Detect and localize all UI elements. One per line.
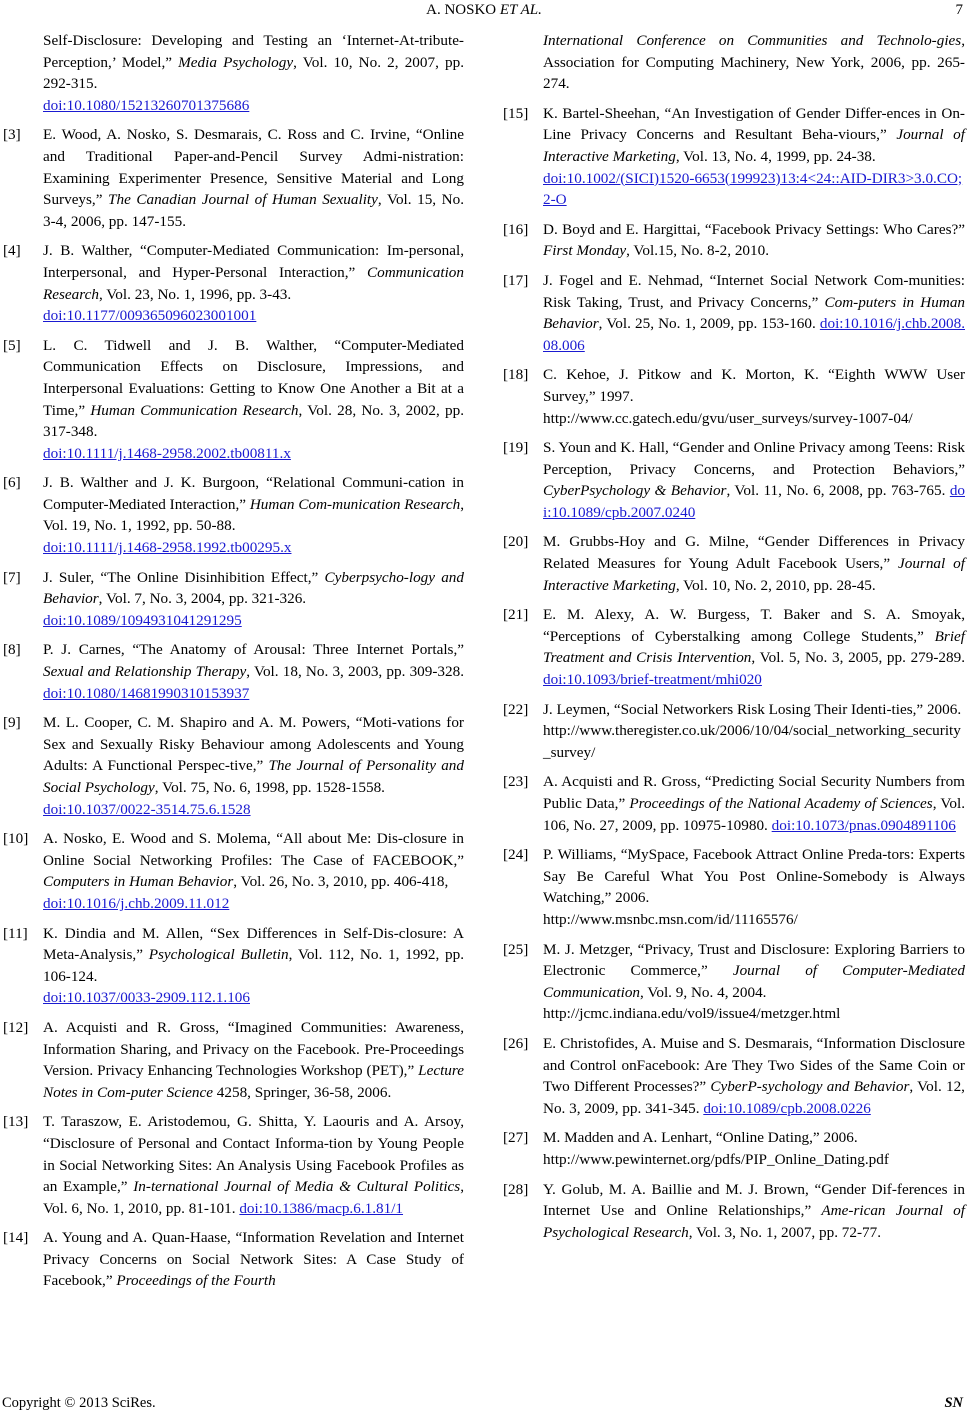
reference-number: [18] [503,366,529,384]
reference-number: [23] [503,773,529,791]
reference-details: , Vol. 10, No. 2, 2007, pp. 292-315. [43,53,464,93]
reference-url: http://www.pewinternet.org/pdfs/PIP_Online_Dating.pdf [543,1150,889,1168]
reference-authors-title: K. Bartel-Sheehan, “An Investigation of Gender Differ-ences in On-Line Privacy Concerns and Resultant Beha-viours,” [543,104,965,144]
reference-item [503,771,965,836]
reference-number: [16] [503,220,529,238]
reference-number: [24] [503,846,529,864]
doi-link[interactable]: doi:10.1093/brief-treatment/mhi020 [543,671,762,689]
page-number: 7 [955,2,963,18]
reference-source: Proceedings of the National Academy of Sciences [629,795,933,812]
reference-source: Journal of Interactive Marketing [543,126,965,165]
reference-authors-title: K. Dindia and M. Allen, “Sex Differences in Self-Dis-closure: A Meta-Analysis,” [43,924,464,964]
doi-link[interactable]: doi:10.1016/j.chb.2009.11.012 [43,894,230,912]
reference-source: Media Psychology [178,53,294,71]
reference-number: [10] [3,830,29,848]
reference-authors-title: P. J. Carnes, “The Anatomy of Arousal: Three Internet Portals,” [43,641,464,659]
reference-item [503,364,965,429]
reference-source: Com-puters in Human Behavior [543,293,966,333]
reference-number: [19] [503,439,529,457]
reference-item [503,1033,965,1119]
reference-item [503,604,965,690]
reference-item [3,639,464,704]
reference-text [43,925,464,985]
reference-text [543,846,965,906]
reference-number: [3] [3,126,21,144]
reference-authors-title: M. Madden and A. Lenhart, “Online Dating,” 2006. [543,1129,858,1147]
reference-number: [22] [503,700,529,718]
reference-source: Communication Research [43,263,464,303]
doi-link[interactable]: doi:10.1089/cpb.2008.0226 [703,1099,871,1117]
reference-text [543,32,965,92]
reference-authors-title: J. B. Walther and J. K. Burgoon, “Relational Communi-cation in Computer-Mediated Interaction,” [43,474,464,513]
reference-source: The Canadian Journal of Human Sexuality [108,191,378,209]
reference-item [3,923,464,1009]
reference-item [3,240,464,326]
reference-details: , Vol. 10, No. 2, 2010, pp. 28-45. [675,576,876,594]
reference-text [43,242,464,302]
reference-source: Ame-rican Journal of Psychological Research [543,1202,965,1241]
reference-authors-title: M. L. Cooper, C. M. Shapiro and A. M. Powers, “Moti-vations for Sex and Sexually Risky Behaviour among Adolescents and Young Adults: A Functional Perspec-tive,” [43,714,464,775]
reference-details: , Vol. 9, No. 4, 2004. [640,983,767,1001]
reference-number: [17] [503,271,529,289]
reference-authors-title: A. Acquisti and R. Gross, “Predicting Social Security Numbers from Public Data,” [543,773,965,812]
reference-text [543,941,965,1001]
reference-details: , Vol. 28, No. 3, 2002, pp. 317-348. [43,401,464,441]
doi-link[interactable]: doi:10.1386/macp.6.1.81/1 [239,1199,404,1217]
page-footer [0,1395,968,1413]
reference-number: [8] [3,641,21,659]
doi-link[interactable]: doi:10.1111/j.1468-2958.1992.tb00295.x [43,539,292,557]
reference-details: , Vol. 5, No. 3, 2005, pp. 279-289. [751,649,966,667]
reference-details: , Vol. 3, No. 1, 2007, pp. 72-77. [688,1223,882,1241]
reference-text [543,701,961,718]
reference-authors-title: P. Williams, “MySpace, Facebook Attract Online Preda-tors: Experts Say Be Careful What You Post Online-Somebody is Always Watching,” 2006. [543,846,965,907]
reference-item [503,844,965,930]
reference-source: Cyberpsycho-logy and Behavior [43,568,464,608]
reference-number: [21] [503,606,529,624]
doi-link[interactable]: doi:10.1080/15213260701375686 [43,96,250,114]
reference-number: [4] [3,242,21,260]
reference-number: [12] [3,1018,29,1036]
reference-number: [27] [503,1129,529,1147]
reference-number: [7] [3,568,21,586]
reference-item [503,270,965,356]
reference-item [503,437,965,523]
reference-item [3,712,464,820]
doi-link[interactable]: doi:10.1073/pnas.0904891106 [771,816,956,834]
reference-text [43,32,464,92]
doi-link[interactable]: doi:10.1002/(SICI)1520-6653(199923)13:4<24::AID-DIR3>3.0.CO;2-O [543,169,963,209]
doi-link[interactable]: doi:10.1037/0022-3514.75.6.1528 [43,800,251,818]
reference-authors-title: A. Young and A. Quan-Haase, “Information Revelation and Internet Privacy Concerns on Social Network Sites: A Case Study of Facebook,” [43,1229,464,1290]
reference-number: [26] [503,1034,529,1052]
reference-item [3,472,464,558]
reference-number: [6] [3,474,21,492]
reference-item [503,531,965,596]
reference-authors-title: L. C. Tidwell and J. B. Walther, “Computer-Mediated Communication Effects on Disclosure, Impressions, and Interpersonal Evaluations: Getting to Know One Another a Bit at a Time,” [43,336,464,419]
reference-url: http://www.msnbc.msn.com/id/11165576/ [543,910,798,928]
reference-authors-title: M. Grubbs-Hoy and G. Milne, “Gender Differences in Privacy Related Measures for Young Adult Facebook Users,” [543,533,965,573]
reference-authors-title: E. Christofides, A. Muise and S. Desmarais, “Information Disclosure and Control onFacebook: Are They Two Sides of the Same Coin or Two Different Processes?” [543,1034,965,1096]
reference-authors-title: T. Taraszow, E. Aristodemou, G. Shitta, Y. Laouris and A. Arsoy, “Disclosure of Personal and Contact Informa-tion by Young People in Social Networking Sites: An Analysis Using Facebook Profiles as an Example,” [43,1113,464,1196]
reference-number: [15] [503,104,529,122]
reference-url: http://www.cc.gatech.edu/gvu/user_surveys/survey-1007-04/ [543,409,913,427]
doi-link[interactable]: doi:10.1037/0033-2909.112.1.106 [43,989,250,1007]
reference-details: , Vol. 75, No. 6, 1998, pp. 1528-1558. [154,779,385,796]
reference-text [543,1129,858,1146]
reference-number: [25] [503,940,529,958]
reference-number: [11] [3,924,28,942]
reference-details: 4258, Springer, 36-58, 2006. [212,1083,392,1101]
reference-text [43,569,464,608]
reference-source: Sexual and Relationship Therapy [43,663,247,681]
reference-source: CyberPsychology & Behavior [543,482,727,500]
reference-details: , Vol. 7, No. 3, 2004, pp. 321-326. [98,590,307,608]
reference-source: CyberP-sychology and Behavior [710,1078,910,1096]
reference-source: International Conference on Communities and Technolo-gies [543,32,962,49]
reference-authors-title: D. Boyd and E. Hargittai, “Facebook Privacy Settings: Who Cares?” [543,220,965,238]
page-header [0,2,968,24]
reference-authors-title: A. Acquisti and R. Gross, “Imagined Communities: Awareness, Information Sharing, and Privacy on the Facebook. Pre-Proceedings Version. Privacy Enhancing Technologies Workshop (PET),” [43,1018,464,1080]
reference-number: [13] [3,1113,29,1131]
reference-url: http://jcmc.indiana.edu/vol9/issue4/metzger.html [543,1005,841,1023]
reference-text [543,221,965,260]
reference-text [543,606,965,666]
reference-number: [5] [3,336,21,354]
reference-details: , Association for Computing Machinery, New York, 2006, pp. 265-274. [543,32,965,93]
reference-item [3,828,464,914]
reference-source: Journal of Interactive Marketing [543,555,965,594]
references-right-column [503,30,965,1251]
reference-details: , Vol. 13, No. 4, 1999, pp. 24-38. [675,147,876,165]
reference-item [503,103,965,211]
reference-authors-title: J. Leymen, “Social Networkers Risk Losing Their Identi-ties,” 2006. [543,700,962,718]
reference-text [543,439,965,499]
reference-details: , Vol. 18, No. 3, 2003, pp. 309-328. [246,663,464,681]
running-title [0,2,968,19]
reference-details: , Vol. 26, No. 3, 2010, pp. 406-418, [233,873,449,891]
reference-authors-title: J. Suler, “The Online Disinhibition Effect,” [43,568,325,586]
reference-source: Brief Treatment and Crisis Intervention [543,627,965,667]
reference-source: Human Com-munication Research [249,495,461,513]
reference-text [543,105,965,165]
reference-authors-title: E. M. Alexy, A. W. Burgess, T. Baker and S. A. Smoyak, “Perceptions of Cyberstalking among College Students,” [543,606,965,645]
reference-item [3,335,464,465]
reference-number: [14] [3,1229,29,1247]
reference-authors-title: M. J. Metzger, “Privacy, Trust and Disclosure: Exploring Barriers to Electronic Commerce,” [543,940,965,980]
running-title-et-al: ET AL. [499,2,542,18]
copyright-notice: Copyright © 2013 SciRes. [2,1395,156,1411]
reference-item [3,1227,464,1292]
doi-link[interactable]: doi:10.1016/j.chb.2008.08.006 [543,315,965,354]
reference-details: , Vol. 25, No. 1, 2009, pp. 153-160. [598,315,820,333]
reference-source: Journal of Computer-Mediated Communication [543,962,965,1001]
reference-item [3,30,464,116]
reference-source: Psychological Bulletin [148,946,289,964]
reference-item [3,1017,464,1103]
reference-text [43,641,464,680]
reference-item [503,30,965,95]
reference-details: , Vol. 11, No. 6, 2008, pp. 763-765. [726,482,950,500]
doi-link[interactable]: doi:10.1080/14681990310153937 [43,684,250,702]
reference-item [503,1179,965,1244]
doi-link[interactable]: doi:10.1089/cpb.2007.0240 [543,482,965,521]
reference-details: , Vol. 12, No. 3, 2009, pp. 341-345. [543,1078,965,1117]
reference-text [43,337,464,440]
reference-source: Proceedings of the Fourth [116,1272,276,1290]
reference-url: http://www.theregister.co.uk/2006/10/04/social_networking_security_survey/ [543,722,961,761]
reference-item [503,699,965,764]
reference-source: Human Communication Research [90,401,299,419]
reference-source: In-ternational Journal of Media & Cultural Politics [133,1178,461,1196]
reference-details: , Vol. 15, No. 3-4, 2006, pp. 147-155. [43,191,465,230]
reference-text [43,1019,464,1101]
reference-text [43,474,464,534]
reference-number: [20] [503,533,529,551]
references-left-column [3,30,464,1300]
reference-item [3,1111,464,1219]
reference-text [43,126,464,229]
doi-link[interactable]: doi:10.1089/1094931041291295 [43,611,242,629]
reference-authors-title: C. Kehoe, J. Pitkow and K. Morton, K. “Eighth WWW User Survey,” 1997. [543,366,965,405]
doi-link[interactable]: doi:10.1177/009365096023001001 [43,307,257,325]
journal-abbreviation: SN [944,1395,963,1411]
reference-details: , Vol.15, No. 8-2, 2010. [626,242,769,260]
doi-link[interactable]: doi:10.1111/j.1468-2958.2002.tb00811.x [43,444,291,462]
reference-text [543,1181,965,1241]
reference-text [43,714,464,796]
reference-item [3,567,464,632]
running-title-authors: A. NOSKO [426,2,497,18]
reference-number: [28] [503,1180,529,1198]
reference-authors-title: A. Nosko, E. Wood and S. Molema, “All about Me: Dis-closure in Online Social Networking Profiles: The Case of FACEBOOK,” [43,830,464,869]
reference-text [543,366,965,405]
reference-item [3,124,464,232]
reference-text [43,830,464,890]
reference-authors-title: Self-Disclosure: Developing and Testing an ‘Internet-At-tribute-Perception,’ Model,” [43,32,464,71]
reference-source: Computers in Human Behavior [43,873,234,891]
reference-details: , Vol. 19, No. 1, 1992, pp. 50-88. [43,495,464,535]
reference-details: , Vol. 112, No. 1, 1992, pp. 106-124. [43,946,465,985]
reference-authors-title: S. Youn and K. Hall, “Gender and Online Privacy among Teens: Risk Perception, Privacy Concerns, and Protection Behaviors,” [543,439,965,478]
reference-details: , Vol. 23, No. 1, 1996, pp. 3-43. [98,285,292,303]
reference-item [503,1127,965,1170]
reference-authors-title: Y. Golub, M. A. Baillie and M. J. Brown, “Gender Dif-ferences in Internet Use and Online Relationships,” [543,1180,965,1220]
reference-source: The Journal of Personality and Social Psychology [43,757,464,796]
reference-number: [9] [3,714,21,732]
reference-details: , Vol. 6, No. 1, 2010, pp. 81-101. [43,1178,464,1217]
reference-text [543,533,965,593]
reference-details: , Vol. 106, No. 27, 2009, pp. 10975-10980. [543,795,965,834]
reference-authors-title: J. B. Walther, “Computer-Mediated Communication: Im-personal, Interpersonal, and Hyper-Personal Interaction,” [43,242,464,281]
reference-source: Lecture Notes in Com-puter Science [43,1062,464,1101]
reference-authors-title: E. Wood, A. Nosko, S. Desmarais, C. Ross and C. Irvine, “Online and Traditional Paper-and-Pencil Survey Admi-nistration: Examining Experimenter Presence, Sensitive Material and Long Surveys,” [43,126,464,209]
reference-item [503,219,965,262]
reference-authors-title: J. Fogel and E. Nehmad, “Internet Social Network Com-munities: Risk Taking, Trust, and Privacy Concerns,” [543,271,965,311]
reference-item [503,939,965,1025]
reference-source: First Monday [543,242,627,260]
reference-text [43,1229,464,1289]
